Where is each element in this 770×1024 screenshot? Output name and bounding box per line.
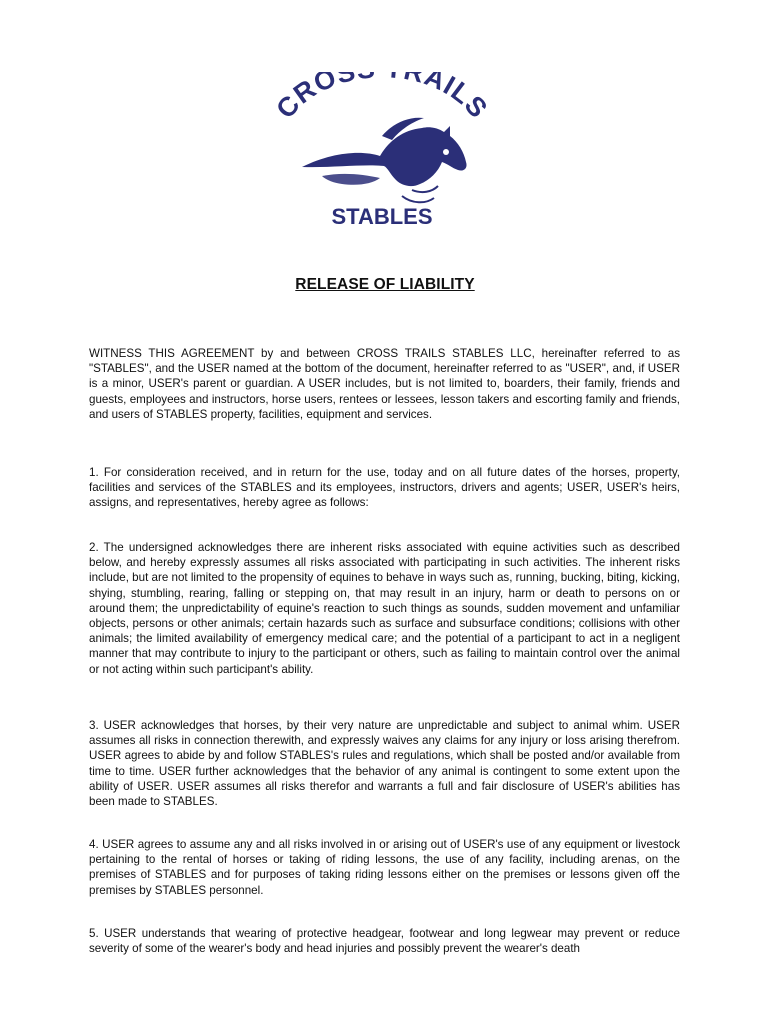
paragraph-1: 1. For consideration received, and in return for the use, today and on all future dates of the horses, property, facilities and services of the STABLES and its employees, instructors, drivers and agents; USER, USER's heirs, assigns, and representatives, hereby agree as follows: [89, 466, 680, 510]
cross-trails-logo [262, 72, 502, 232]
paragraph-4: 4. USER agrees to assume any and all risks involved in or arising out of USER's use of any equipment or livestock pertaining to the rental of horses or taking of riding lessons, the use of any facility, including arenas, on the premises of STABLES and for purposes of taking riding lessons either on the premises or lessons given off the premises by STABLES personnel. [89, 838, 680, 897]
logo-brand-top-path: CROS AILS [270, 72, 494, 125]
logo-brand-bottom: STABLES [331, 204, 433, 229]
paragraph-5: 5. USER understands that wearing of protective headgear, footwear and long legwear may prevent or reduce severity of some of the wearer's body and head injuries and possibly prevent the wearer's death [89, 927, 680, 956]
logo-brand-top [270, 72, 493, 124]
document-title: RELEASE OF LIABILITY [295, 276, 475, 293]
logo-graphic [262, 72, 502, 232]
paragraph-2: 2. The undersigned acknowledges there are inherent risks associated with equine activities such as described below, and hereby expressly assumes all risks associated with participating in such activities. The inherent risks include, but are not limited to the propensity of equines to behave in ways such as, running, bucking, biting, kicking, shying, stumbling, rearing, falling or stepping on, that may result in an injury, harm or death to persons on or around them; the unpredictability of equine's reaction to such things as sounds, sudden movement and unfamiliar objects, persons or other animals; certain hazards such as surface and subsurface conditions; collisions with other animals; the limited availability of emergency medical care; and the potential of a participant to act in a negligent manner that may contribute to injury to the participant or others, such as failing to maintain control over the animal or not acting within such participant's ability. [89, 541, 680, 676]
paragraph-intro: WITNESS THIS AGREEMENT by and between CROSS TRAILS STABLES LLC, hereinafter referred to as "STABLES", and the USER named at the bottom of the document, hereinafter referred to as "USER", and, if USER is a minor, USER's parent or guardian. A USER includes, but is not limited to, boarders, their family, friends and guests, employees and instructors, horse users, rentees or lessees, lesson takers and escorting family and friends, and users of STABLES property, facilities, equipment and services. [89, 347, 680, 421]
horse-head-icon [302, 118, 467, 203]
paragraph-3: 3. USER acknowledges that horses, by their very nature are unpredictable and subject to animal whim. USER assumes all risks in connection therewith, and expressly waives any claims for any injury or loss arising therefrom. USER agrees to abide by and follow STABLES's rules and regulations, which shall be posted and/or available from time to time. USER further acknowledges that the behavior of any animal is contingent to some extent upon the ability of USER. USER assumes all risks therefor and warrants a full and fair disclosure of USER's abilities has been made to STABLES. [89, 719, 680, 809]
